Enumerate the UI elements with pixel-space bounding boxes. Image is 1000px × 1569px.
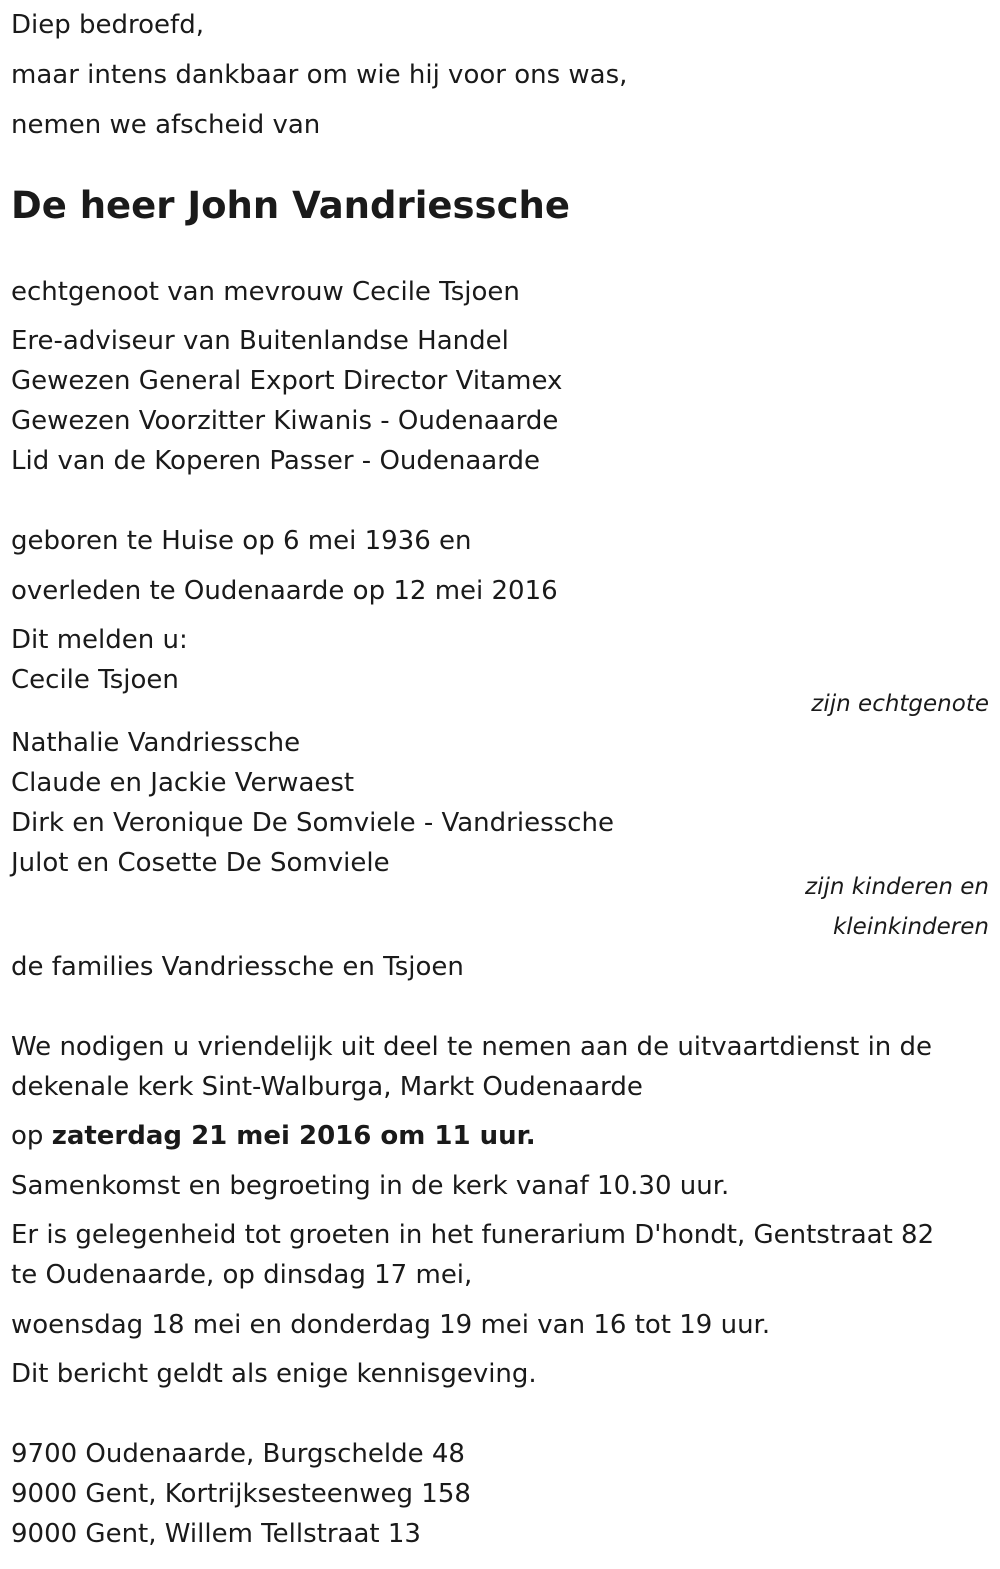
service-date: zaterdag 21 mei 2016 om 11 uur. xyxy=(51,1121,536,1151)
child-name: Nathalie Vandriessche xyxy=(11,728,301,758)
visitation-line-2: te Oudenaarde, op dinsdag 17 mei, xyxy=(11,1260,473,1290)
spouse-name: Cecile Tsjoen xyxy=(11,665,179,695)
visitation-line-3: woensdag 18 mei en donderdag 19 mei van 16 tot 19 uur. xyxy=(11,1310,771,1340)
children-relation-line-1: zijn kinderen en xyxy=(805,874,989,900)
child-name: Dirk en Veronique De Somviele - Vandriessche xyxy=(11,808,614,838)
spouse-relation: zijn echtgenote xyxy=(811,691,989,717)
visitation-line-1: Er is gelegenheid tot groeten in het funerarium D'hondt, Gentstraat 82 xyxy=(11,1220,935,1250)
deceased-name: De heer John Vandriessche xyxy=(11,184,570,227)
title-line: Ere-adviseur van Buitenlandse Handel xyxy=(11,326,509,356)
intro-line-2: maar intens dankbaar om wie hij voor ons was, xyxy=(11,60,628,90)
address-line: 9700 Oudenaarde, Burgschelde 48 xyxy=(11,1439,465,1469)
title-line: Gewezen General Export Director Vitamex xyxy=(11,366,563,396)
title-line: echtgenoot van mevrouw Cecile Tsjoen xyxy=(11,277,520,307)
invitation-line-2: dekenale kerk Sint-Walburga, Markt Oudenaarde xyxy=(11,1072,643,1102)
announced-by-label: Dit melden u: xyxy=(11,625,188,655)
gathering-line: Samenkomst en begroeting in de kerk vanaf 10.30 uur. xyxy=(11,1171,730,1201)
children-relation-line-2: kleinkinderen xyxy=(832,914,989,940)
service-date-line xyxy=(11,1120,536,1152)
intro-line-1: Diep bedroefd, xyxy=(11,10,204,40)
title-line: Lid van de Koperen Passer - Oudenaarde xyxy=(11,446,540,476)
address-line: 9000 Gent, Willem Tellstraat 13 xyxy=(11,1519,421,1549)
service-date-prefix: op xyxy=(11,1121,44,1151)
death-line: overleden te Oudenaarde op 12 mei 2016 xyxy=(11,576,558,606)
child-name: Claude en Jackie Verwaest xyxy=(11,768,355,798)
child-name: Julot en Cosette De Somviele xyxy=(11,848,390,878)
invitation-line-1: We nodigen u vriendelijk uit deel te nemen aan de uitvaartdienst in de xyxy=(11,1032,933,1062)
families-line: de families Vandriessche en Tsjoen xyxy=(11,952,464,982)
notice-line: Dit bericht geldt als enige kennisgeving. xyxy=(11,1359,537,1389)
title-line: Gewezen Voorzitter Kiwanis - Oudenaarde xyxy=(11,406,559,436)
address-line: 9000 Gent, Kortrijksesteenweg 158 xyxy=(11,1479,471,1509)
intro-line-3: nemen we afscheid van xyxy=(11,110,321,140)
birth-line: geboren te Huise op 6 mei 1936 en xyxy=(11,526,472,556)
